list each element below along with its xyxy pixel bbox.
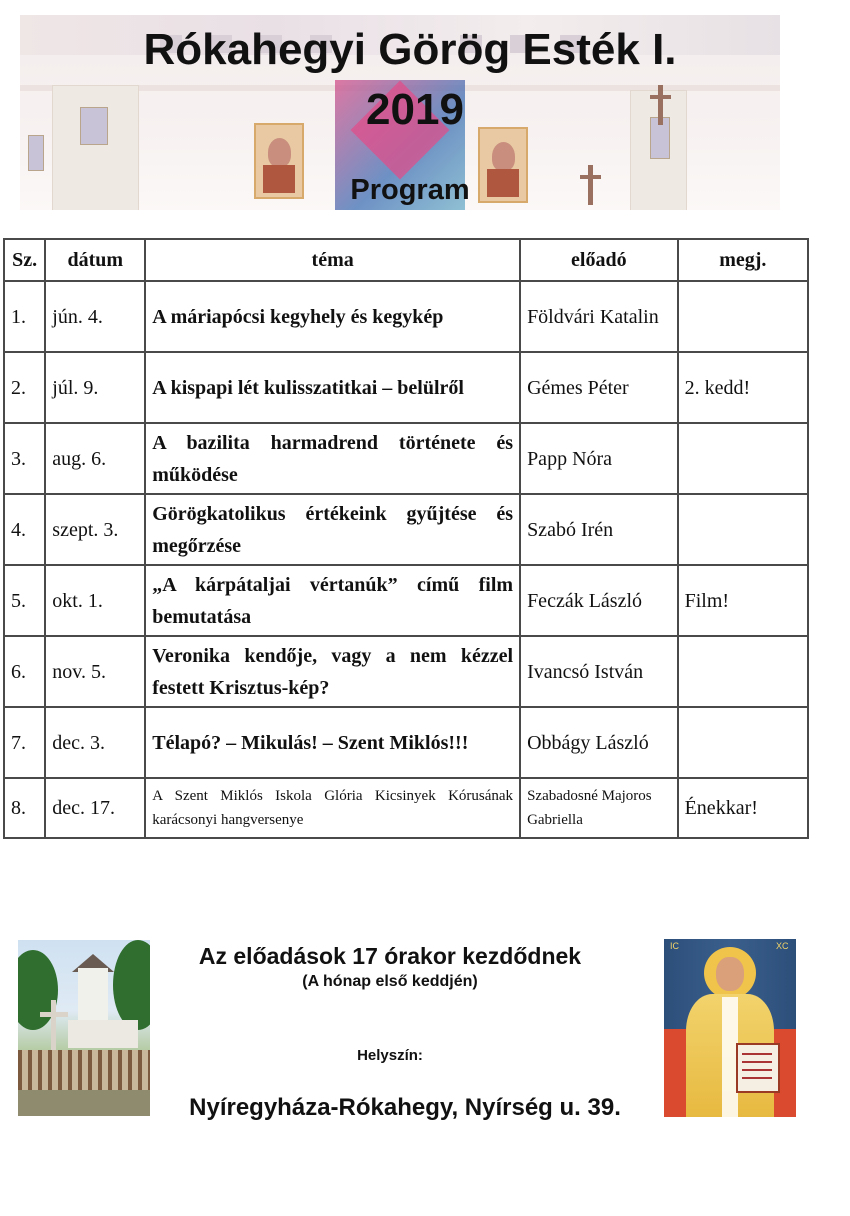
row-date: nov. 5. [45,636,145,707]
venue-label: Helyszín: [357,1047,423,1064]
row-date: okt. 1. [45,565,145,636]
row-topic: Télapó? – Mikulás! – Szent Miklós!!! [145,707,520,778]
row-speaker: Obbágy László [520,707,678,778]
column-header-number: Sz. [4,239,45,281]
row-topic: A Szent Miklós Iskola Glória Kicsinyek Kórusának karácsonyi hangversenye [145,778,520,838]
row-speaker: Papp Nóra [520,423,678,494]
row-note: Énekkar! [678,778,808,838]
table-row [4,494,808,565]
column-header-topic: téma [145,239,520,281]
row-topic: A máriapócsi kegyhely és kegykép [145,281,520,352]
row-note: Film! [678,565,808,636]
row-topic: Görögkatolikus értékeink gyűjtése és megőrzése [145,494,520,565]
table-row [4,281,808,352]
start-note-text: (A hónap első keddjén) [302,973,478,990]
row-speaker: Földvári Katalin [520,281,678,352]
row-note [678,707,808,778]
row-note [678,636,808,707]
row-note: 2. kedd! [678,352,808,423]
column-header-date: dátum [45,239,145,281]
row-number: 5. [4,565,45,636]
row-date: júl. 9. [45,352,145,423]
row-topic: A bazilita harmadrend története és működése [145,423,520,494]
table-row [4,565,808,636]
row-number: 7. [4,707,45,778]
row-speaker: Szabó Irén [520,494,678,565]
row-topic: Veronika kendője, vagy a nem kézzel festett Krisztus-kép? [145,636,520,707]
start-time-text: Az előadások 17 órakor kezdődnek [198,943,582,969]
table-row [4,423,808,494]
row-speaker: Gémes Péter [520,352,678,423]
venue-address: Nyíregyháza-Rókahegy, Nyírség u. 39. [189,1094,621,1121]
row-speaker: Szabadosné Majoros Gabriella [520,778,678,838]
church-photo [18,940,150,1116]
column-header-note: megj. [678,239,808,281]
christ-icon-image: IC XC [664,939,796,1117]
row-date: jún. 4. [45,281,145,352]
row-number: 3. [4,423,45,494]
table-row [4,636,808,707]
row-note [678,494,808,565]
row-number: 1. [4,281,45,352]
row-date: aug. 6. [45,423,145,494]
row-note [678,423,808,494]
row-speaker: Feczák László [520,565,678,636]
row-date: dec. 3. [45,707,145,778]
program-table [3,238,809,839]
page-title: Rókahegyi Görög Esték I. [143,25,677,74]
table-header-row [4,239,808,281]
row-date: szept. 3. [45,494,145,565]
column-header-speaker: előadó [520,239,678,281]
row-number: 6. [4,636,45,707]
row-topic: A kispapi lét kulisszatitkai – belülről [145,352,520,423]
row-speaker: Ivancsó István [520,636,678,707]
row-topic: „A kárpátaljai vértanúk” című film bemutatása [145,565,520,636]
table-row [4,707,808,778]
page-title-year: 2019 [366,85,464,134]
row-note [678,281,808,352]
table-row [4,352,808,423]
row-date: dec. 17. [45,778,145,838]
row-number: 8. [4,778,45,838]
table-row [4,778,808,838]
row-number: 4. [4,494,45,565]
page-subtitle: Program [350,174,470,206]
row-number: 2. [4,352,45,423]
